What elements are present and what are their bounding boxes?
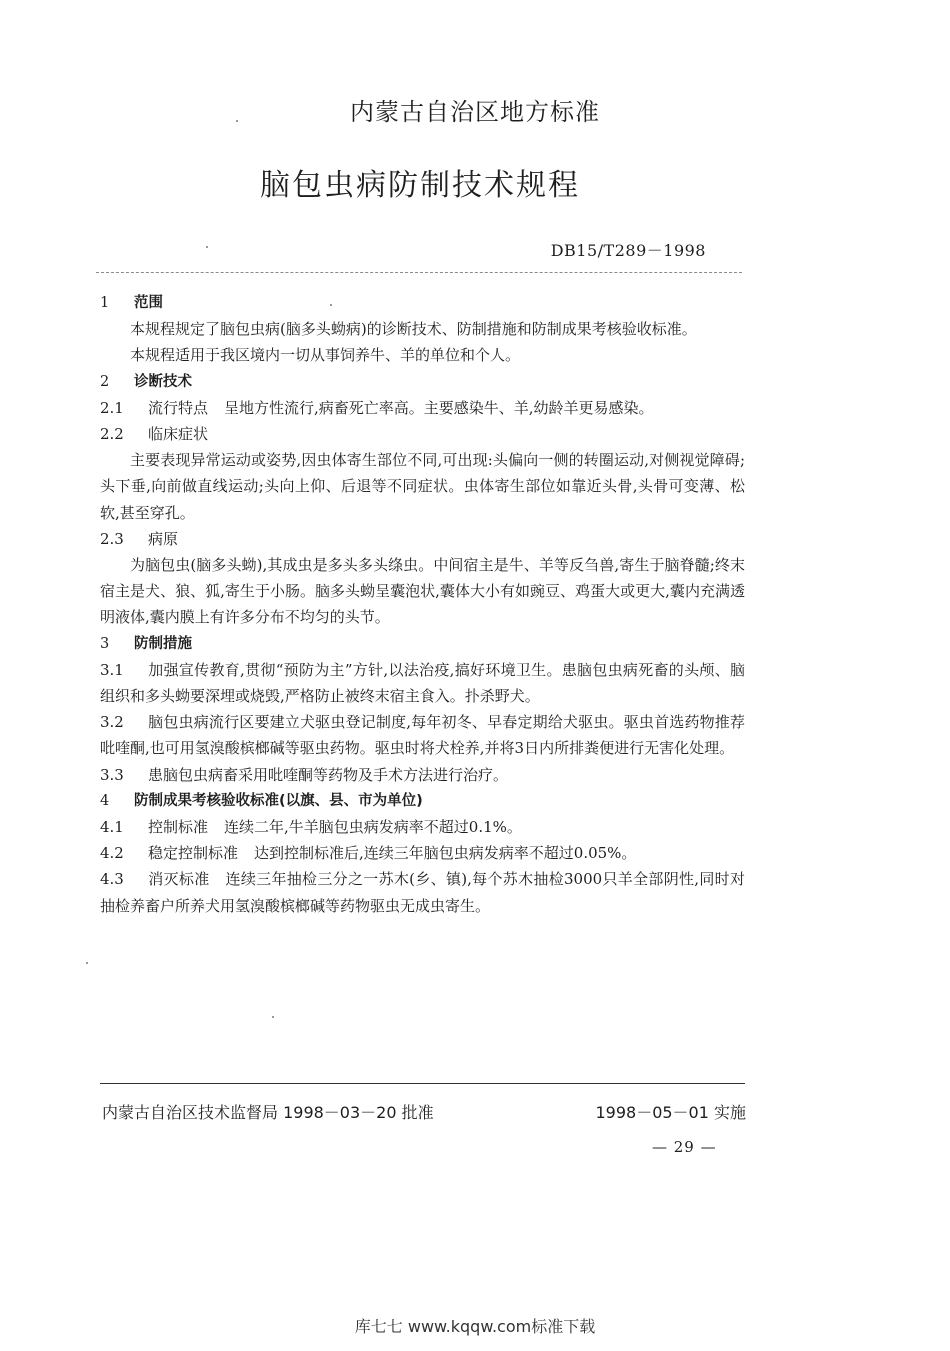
standard-code: DB15/T289－1998 xyxy=(550,241,706,260)
scan-speck xyxy=(272,1016,274,1018)
approval-line: 内蒙古自治区技术监督局 1998－03－20 批准 xyxy=(102,1103,434,1122)
download-watermark: 库七七 www.kqqw.com标准下载 xyxy=(354,1317,596,1336)
paragraph-text: 加强宣传教育,贯彻“预防为主”方针,以法治疫,搞好环境卫生。患脑包虫病死畜的头颅、脑组织和多头蚴要深埋或烧毁,严格防止被终末宿主食入。扑杀野犬。 xyxy=(100,660,745,706)
scan-speck xyxy=(236,120,238,122)
heading-num: 1 xyxy=(100,295,110,311)
paragraph: 本规程适用于我区境内一切从事饲养牛、羊的单位和个人。 xyxy=(130,346,521,365)
heading-num: 3 xyxy=(100,635,110,652)
paragraph-text: 患脑包虫病畜采用吡喹酮等药物及手术方法进行治疗。 xyxy=(148,765,509,784)
subsection-text: 连续三年抽检三分之一苏木(乡、镇),每个苏木抽检3000只羊全部阴性,同时对抽检养畜户所养犬用氢溴酸槟榔碱等药物驱虫无成虫寄生。 xyxy=(100,870,745,915)
heading-label: 防制成果考核验收标准(以旗、县、市为单位) xyxy=(134,792,423,809)
effective-date: 1998－05－01 实施 xyxy=(595,1103,746,1122)
subsection-label: 临床症状 xyxy=(148,425,209,444)
scan-speck xyxy=(86,962,88,964)
subsection-text: 呈地方性流行,病畜死亡率高。主要感染牛、羊,幼龄羊更易感染。 xyxy=(224,398,654,417)
paragraph: 本规程规定了脑包虫病(脑多头蚴病)的诊断技术、防制措施和防制成果考核验收标准。 xyxy=(130,320,697,339)
subsection xyxy=(100,814,745,840)
subsection xyxy=(100,866,745,918)
subsection-num: 2.3 xyxy=(100,529,124,548)
heading-label: 范围 xyxy=(134,295,163,311)
paragraph-text: 脑包虫病流行区要建立犬驱虫登记制度,每年初冬、早春定期给犬驱虫。驱虫首选药物推荐吡喹酮,也可用氢溴酸槟榔碱等驱虫药物。驱虫时将犬栓养,并将3日内所排粪便进行无害化处理。 xyxy=(100,713,745,758)
paragraph: 主要表现异常运动或姿势,因虫体寄生部位不同,可出现:头偏向一侧的转圈运动,对侧视觉障碍;头下垂,向前做直线运动;头向上仰、后退等不同症状。虫体寄生部位如靠近头骨,头骨可变薄、松软,甚至穿孔。 xyxy=(100,451,745,522)
paragraph: 为脑包虫(脑多头蚴),其成虫是多头多头绦虫。中间宿主是牛、羊等反刍兽,寄生于脑脊髓;终末宿主是犬、狼、狐,寄生于小肠。脑多头蚴呈囊泡状,囊体大小有如豌豆、鸡蛋大或更大,囊内充满透明液体,囊内膜上有许多分布不均匀的头节。 xyxy=(100,556,745,627)
subsection-label: 消灭标准 xyxy=(148,870,210,889)
page-number: — 29 — xyxy=(652,1138,717,1156)
subsection-label: 控制标准 xyxy=(148,818,209,837)
subsection-num: 4.3 xyxy=(100,870,124,889)
section-heading xyxy=(100,369,745,395)
document-title-text: 脑包虫病防制技术规程 xyxy=(260,168,580,203)
issuing-authority: 内蒙古自治区地方标准 xyxy=(350,98,600,126)
header-divider xyxy=(96,272,742,273)
subsection-num: 2.2 xyxy=(100,425,124,444)
document-body xyxy=(100,290,745,919)
scan-speck xyxy=(206,246,208,248)
paragraph-num: 3.1 xyxy=(100,660,124,679)
subsection xyxy=(100,526,745,552)
heading-label: 诊断技术 xyxy=(134,373,192,390)
numbered-paragraph xyxy=(100,657,745,709)
subsection-text: 达到控制标准后,连续三年脑包虫病发病率不超过0.05%。 xyxy=(254,844,637,863)
document-title xyxy=(0,160,840,204)
section-heading xyxy=(100,788,745,814)
subsection xyxy=(100,395,745,421)
section-heading xyxy=(100,290,745,316)
subsection-text: 连续二年,牛羊脑包虫病发病率不超过0.1%。 xyxy=(224,818,522,837)
subsection-label: 稳定控制标准 xyxy=(148,844,239,863)
heading-label: 防制措施 xyxy=(134,635,192,652)
heading-num: 4 xyxy=(100,792,110,809)
subsection-label: 病原 xyxy=(148,529,179,548)
scan-speck xyxy=(330,304,332,306)
numbered-paragraph xyxy=(100,709,745,761)
numbered-paragraph xyxy=(100,762,745,788)
section-heading xyxy=(100,631,745,657)
subsection-label: 流行特点 xyxy=(148,398,209,417)
heading-num: 2 xyxy=(100,373,110,390)
subsection xyxy=(100,840,745,866)
subsection-num: 4.1 xyxy=(100,818,124,837)
footer-divider xyxy=(100,1083,745,1084)
paragraph-num: 3.2 xyxy=(100,713,124,732)
paragraph-num: 3.3 xyxy=(100,765,124,784)
subsection-num: 2.1 xyxy=(100,398,124,417)
subsection-num: 4.2 xyxy=(100,844,124,863)
subsection xyxy=(100,421,745,447)
